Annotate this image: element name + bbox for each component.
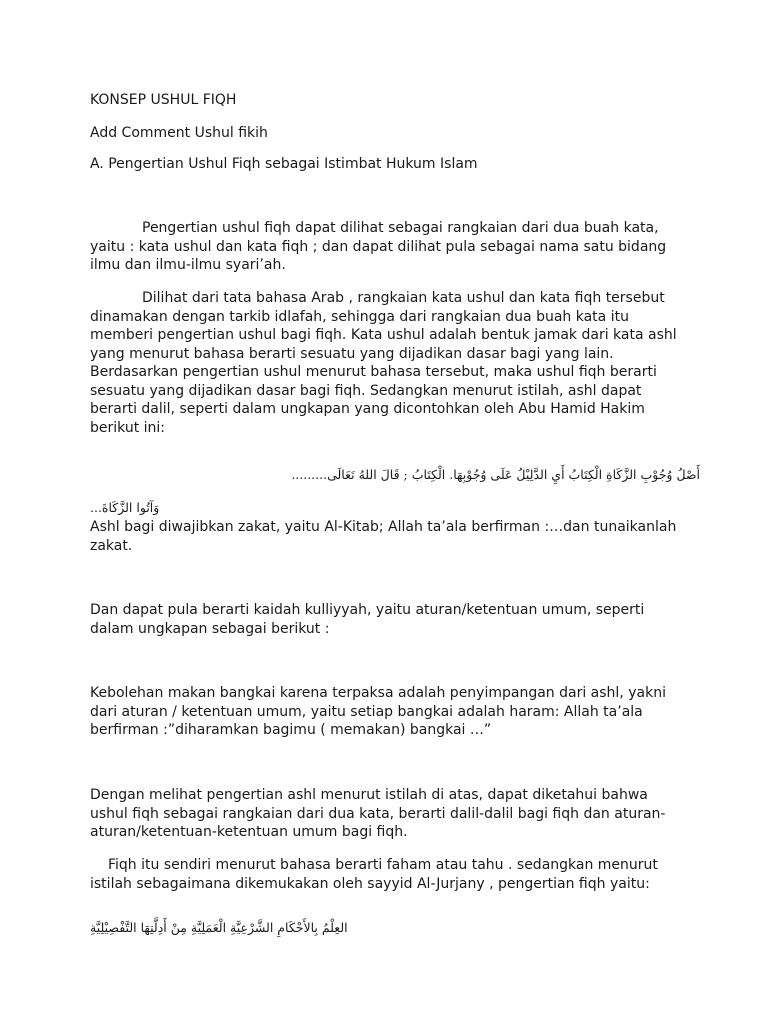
comment-line: Add Comment Ushul fikih xyxy=(90,125,268,141)
paragraph-1: Pengertian ushul fiqh dapat dilihat sebagai rangkaian dari dua buah kata, yaitu : kata ushul dan kata fiqh ; dan dapat dilihat pula sebagai nama satu bidang ilmu dan ilmu-ilmu syari’ah. xyxy=(90,220,667,273)
arabic-quote-1: أَصْلُ وُجُوْبِ الزَّكَاةِ الْكِتَابُ أَيِ الدَّلِيْلُ عَلَى وُجُوْبِهَا. الْكِتَابُ ; قَالَ اللهُ تَعَالَى......... xyxy=(291,466,700,482)
paragraph-6: Dengan melihat pengertian ashl menurut istilah di atas, dapat diketahui bahwa ushul fiqh sebagai rangkaian dari dua kata, berarti dalil-dalil bagi fiqh dan aturan-aturan/ketentuan-ketentuan umum bagi fiqh. xyxy=(90,787,666,840)
document-title: KONSEP USHUL FIQH xyxy=(90,92,237,108)
arabic-quote-2: ...وَآتُوا الزَّكَاةَ xyxy=(90,499,160,515)
arabic-quote-3: العِلْمُ بِالأَحْكَامِ الشَّرْعِيَّةِ الْعَمَلِيَّةِ مِنْ أَدِلَّتِهَا التَّفْصِيْلِيَّةِ xyxy=(90,919,348,935)
paragraph-4: Dan dapat pula berarti kaidah kulliyyah, yaitu aturan/ketentuan umum, seperti dalam ungkapan sebagai berikut : xyxy=(90,602,645,637)
paragraph-7: Fiqh itu sendiri menurut bahasa berarti faham atau tahu . sedangkan menurut istilah sebagaimana dikemukakan oleh sayyid Al-Jurjany , pengertian fiqh yaitu: xyxy=(90,857,658,892)
paragraph-3: Ashl bagi diwajibkan zakat, yaitu Al-Kitab; Allah ta’ala berfirman :…dan tunaikanlah zakat. xyxy=(90,519,677,554)
paragraph-2: Dilihat dari tata bahasa Arab , rangkaian kata ushul dan kata fiqh tersebut dinamakan dengan tarkib idlafah, sehingga dari rangkaian dua buah kata itu memberi pengertian ushul bagi fiqh. Kata ushul adalah bentuk jamak dari kata ashl yang menurut bahasa berarti sesuatu yang dijadikan dasar bagi yang lain. Berdasarkan pengertian ushul menurut bahasa tersebut, maka ushul fiqh berarti sesuatu yang dijadikan dasar bagi fiqh. Sedangkan menurut istilah, ashl dapat berarti dalil, seperti dalam ungkapan yang dicontohkan oleh Abu Hamid Hakim berikut ini: xyxy=(90,290,677,436)
section-heading: A. Pengertian Ushul Fiqh sebagai Istimbat Hukum Islam xyxy=(90,156,478,172)
paragraph-5: Kebolehan makan bangkai karena terpaksa adalah penyimpangan dari ashl, yakni dari aturan / ketentuan umum, yaitu setiap bangkai adalah haram: Allah ta’ala berfirman :”diharamkan bagimu ( memakan) bangkai …” xyxy=(90,685,666,738)
